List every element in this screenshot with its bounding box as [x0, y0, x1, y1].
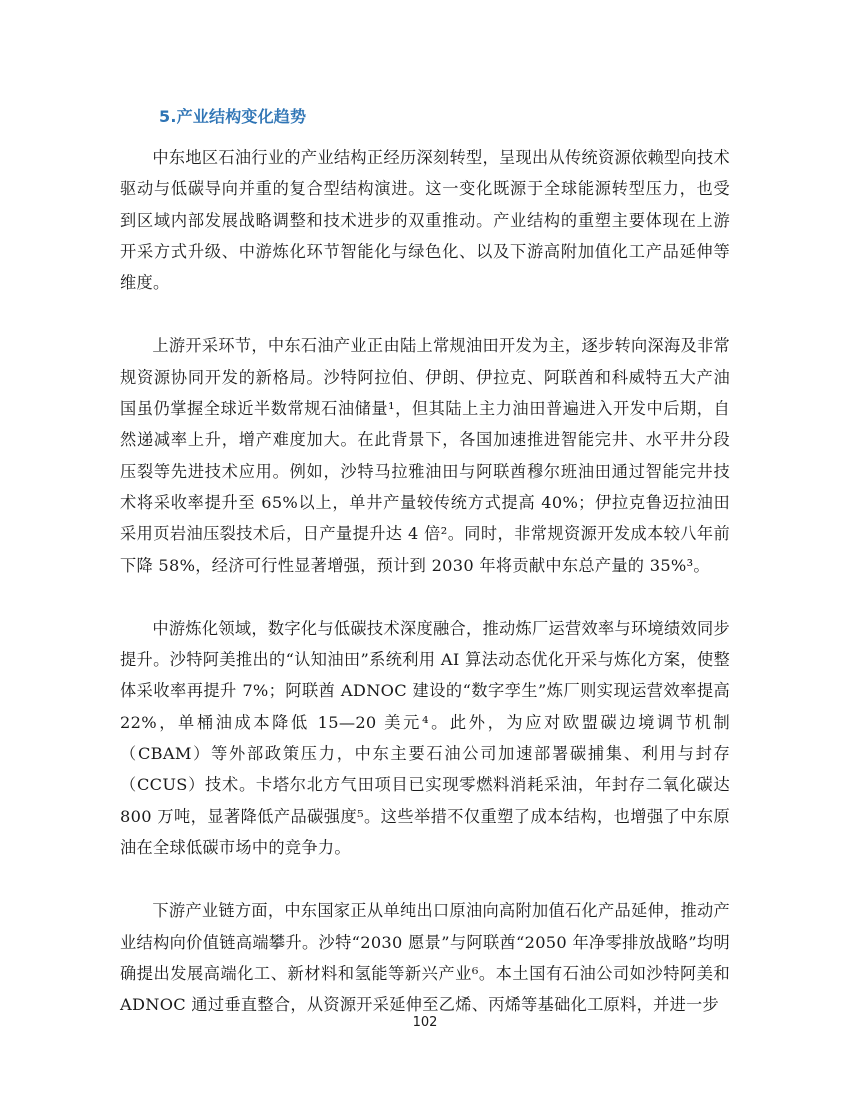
- body-text: [120, 142, 730, 1052]
- paragraph: 中东地区石油行业的产业结构正经历深刻转型，呈现出从传统资源依赖型向技术驱动与低碳导向并重的复合型结构演进。这一变化既源于全球能源转型压力，也受到区域内部发展战略调整和技术进步的双重推动。产业结构的重塑主要体现在上游开采方式升级、中游炼化环节智能化与绿色化、以及下游高附加值化工产品延伸等维度。: [120, 148, 730, 293]
- paragraph: 下游产业链方面，中东国家正从单纯出口原油向高附加值石化产品延伸，推动产业结构向价值链高端攀升。沙特“2030 愿景”与阿联酋“2050 年净零排放战略”均明确提出发展高端化工、新材料和氢能等新兴产业⁶。本土国有石油公司如沙特阿美和 ADNOC 通过垂直整合，从资源开采延伸至乙烯、丙烯等基础化工原料，并进一步: [120, 901, 730, 1015]
- paragraph: 中游炼化领域，数字化与低碳技术深度融合，推动炼厂运营效率与环境绩效同步提升。沙特阿美推出的“认知油田”系统利用 AI 算法动态优化开采与炼化方案，使整体采收率再提升 7%；阿联酋 ADNOC 建设的“数字孪生”炼厂则实现运营效率提高 22%，单桶油成本降低 15—20 美元⁴。此外，为应对欧盟碳边境调节机制（CBAM）等外部政策压力，中东主要石油公司加速部署碳捕集、利用与封存（CCUS）技术。卡塔尔北方气田项目已实现零燃料消耗采油，年封存二氧化碳达 800 万吨，显著降低产品碳强度⁵。这些举措不仅重塑了成本结构，也增强了中东原油在全球低碳市场中的竞争力。: [120, 618, 730, 857]
- paragraph: 上游开采环节，中东石油产业正由陆上常规油田开发为主，逐步转向深海及非常规资源协同开发的新格局。沙特阿拉伯、伊朗、伊拉克、阿联酋和科威特五大产油国虽仍掌握全球近半数常规石油储量¹，但其陆上主力油田普遍进入开发中后期，自然递减率上升，增产难度加大。在此背景下，各国加速推进智能完井、水平井分段压裂等先进技术应用。例如，沙特马拉雅油田与阿联酋穆尔班油田通过智能完井技术将采收率提升至 65%以上，单井产量较传统方式提高 40%；伊拉克鲁迈拉油田采用页岩油压裂技术后，日产量提升达 4 倍²。同时，非常规资源开发成本较八年前下降 58%，经济可行性显著增强，预计到 2030 年将贡献中东总产量的 35%³。: [120, 336, 730, 575]
- page-number: 102: [412, 1015, 438, 1030]
- section-heading: 5.产业结构变化趋势: [159, 107, 307, 126]
